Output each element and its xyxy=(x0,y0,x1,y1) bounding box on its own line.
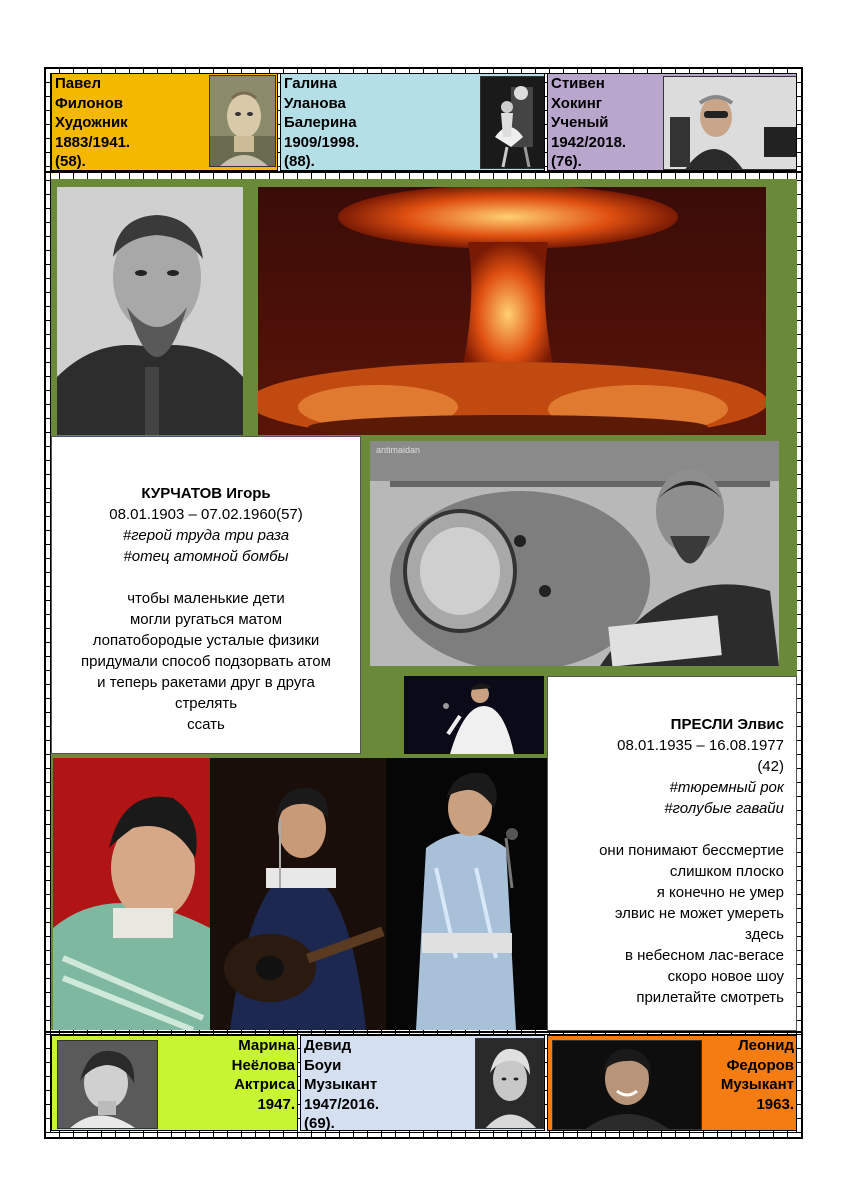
presley-poem-line: слишком плоско xyxy=(669,863,784,880)
kurchatov-name: КУРЧАТОВ Игорь xyxy=(141,485,271,502)
ulanova-ballet-photo xyxy=(480,76,545,169)
hawking-bio: Стивен Хокинг Ученый 1942/2018. (76). xyxy=(551,75,627,170)
neyolova-card xyxy=(51,1035,298,1131)
photo-watermark: antimaidan xyxy=(376,445,421,455)
elvis-small-photo xyxy=(404,676,544,754)
top-divider xyxy=(44,171,803,173)
kurchatov-portrait xyxy=(57,187,243,435)
kurchatov-bomb-photo xyxy=(370,441,779,666)
kurchatov-tag-1: #герой труда три раза xyxy=(122,527,290,544)
elvis-young-photo xyxy=(53,758,210,1030)
bottom-divider xyxy=(44,1031,803,1033)
filonov-card xyxy=(51,73,278,171)
kurchatov-info-card xyxy=(51,436,361,754)
presley-poem-line: прилетайте смотреть xyxy=(636,989,784,1006)
elvis-stage-photo xyxy=(386,758,547,1030)
neyolova-photo xyxy=(57,1040,158,1129)
fedorov-card xyxy=(547,1035,797,1131)
presley-poem-line: я конечно не умер xyxy=(656,884,784,901)
presley-tag-2: #голубые гавайи xyxy=(664,800,784,817)
nuclear-explosion-photo xyxy=(258,187,766,435)
presley-info-card xyxy=(547,676,797,1031)
filonov-portrait xyxy=(209,75,276,167)
presley-poem-line: скоро новое шоу xyxy=(667,968,784,985)
kurchatov-poem-line: и теперь ракетами друг в друга xyxy=(97,674,315,691)
bowie-bio: Девид Боуи Музыкант 1947/2016. (69). xyxy=(304,1037,380,1131)
hawking-card xyxy=(547,73,797,171)
kurchatov-dates: 08.01.1903 – 07.02.1960(57) xyxy=(109,506,303,523)
kurchatov-poem-line: стрелять xyxy=(174,695,238,712)
neyolova-bio: Марина Неёлова Актриса 1947. xyxy=(231,1037,295,1113)
hawking-photo xyxy=(663,76,797,170)
filonov-bio: Павел Филонов Художник 1883/1941. (58). xyxy=(55,75,131,170)
ulanova-card xyxy=(280,73,545,171)
bowie-card xyxy=(300,1035,545,1131)
presley-age: (42) xyxy=(757,758,784,775)
presley-dates: 08.01.1935 – 16.08.1977 xyxy=(617,737,784,754)
kurchatov-poem-line: лопатобородые усталые физики xyxy=(92,632,320,649)
kurchatov-tag-2: #отец атомной бомбы xyxy=(123,548,289,565)
ulanova-bio: Галина Уланова Балерина 1909/1998. (88). xyxy=(284,75,360,170)
presley-poem-line: в небесном лас-вегасе xyxy=(624,947,784,964)
bowie-photo xyxy=(475,1038,544,1129)
presley-poem-line: они понимают бессмертие xyxy=(599,842,784,859)
kurchatov-poem-line: ссать xyxy=(187,716,225,733)
presley-poem-line: здесь xyxy=(745,926,784,943)
kurchatov-poem-line: придумали способ подзорвать атом xyxy=(81,653,331,670)
fedorov-photo xyxy=(552,1040,702,1130)
kurchatov-poem-line: чтобы маленькие дети xyxy=(127,590,285,607)
presley-tag-1: #тюремный рок xyxy=(669,779,784,796)
fedorov-bio: Леонид Федоров Музыкант 1963. xyxy=(720,1037,794,1113)
presley-poem-line: элвис не может умереть xyxy=(614,905,784,922)
kurchatov-poem-line: могли ругаться матом xyxy=(129,611,283,628)
presley-name: ПРЕСЛИ Элвис xyxy=(670,716,784,733)
elvis-guitar-photo xyxy=(210,758,386,1030)
